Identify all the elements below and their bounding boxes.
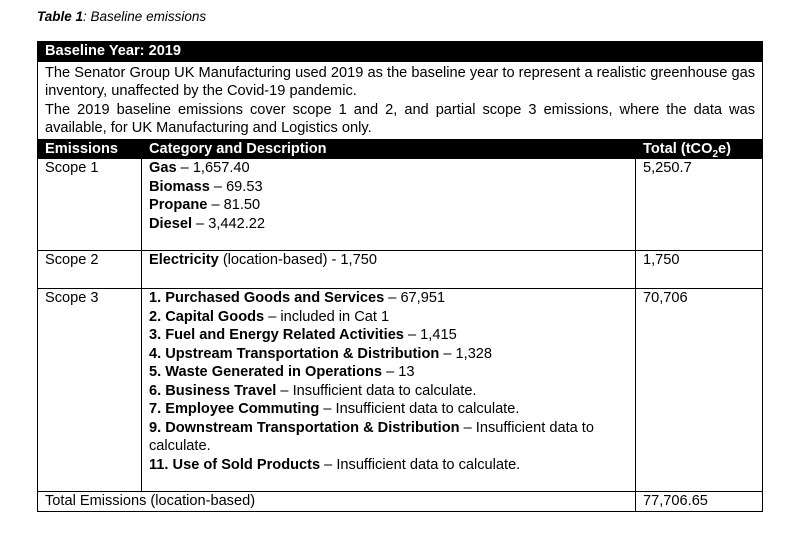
item-value: – included in Cat 1 — [264, 308, 390, 325]
baseline-emissions-table — [37, 41, 763, 512]
scope-3-item-11 — [149, 456, 628, 475]
total-header-subscript: 2 — [712, 148, 719, 160]
scope-1-item-biomass — [149, 178, 628, 197]
item-value: – 13 — [382, 364, 415, 380]
scope-3-item-4 — [149, 345, 628, 364]
scope-3-row — [38, 289, 763, 492]
column-header-total — [636, 139, 763, 159]
item-value: – 1,657.40 — [176, 160, 250, 176]
table-caption — [37, 9, 206, 24]
item-value: – 69.53 — [209, 178, 263, 195]
scope-2-label: Scope 2 — [38, 251, 142, 289]
item-name: 11. Use of Sold Products — [149, 456, 321, 473]
item-value: – 1,415 — [403, 327, 457, 343]
scope-3-item-2 — [149, 308, 628, 327]
item-name: 7. Employee Commuting — [149, 401, 320, 417]
scope-3-item-7 — [149, 400, 628, 419]
item-name: Electricity — [149, 252, 219, 268]
scope-3-item-5 — [149, 363, 628, 382]
scope-3-item-9 — [149, 419, 628, 456]
item-name: 2. Capital Goods — [149, 308, 265, 325]
scope-1-categories — [142, 159, 636, 251]
item-name: 4. Upstream Transportation & Distribution — [149, 345, 440, 362]
item-value: – 81.50 — [207, 197, 261, 213]
scope-3-label: Scope 3 — [38, 289, 142, 492]
item-value: – 1,328 — [439, 345, 493, 362]
item-value: – Insufficient data to calculate. — [149, 419, 594, 454]
scope-1-label: Scope 1 — [38, 159, 142, 251]
scope-3-total: 70,706 — [636, 289, 763, 492]
column-header-category: Category and Description — [142, 139, 636, 159]
baseline-header-row — [38, 42, 763, 62]
table-caption-label: Table 1 — [37, 9, 84, 24]
total-emissions-value: 77,706.65 — [636, 492, 763, 512]
item-value: – 3,442.22 — [192, 215, 266, 232]
scope-2-categories — [142, 251, 636, 289]
item-name: 9. Downstream Transportation & Distribution — [149, 419, 460, 436]
item-value: – Insufficient data to calculate. — [320, 456, 521, 473]
total-emissions-row — [38, 492, 763, 512]
scope-2-total: 1,750 — [636, 251, 763, 289]
item-name: Gas — [149, 160, 177, 176]
scope-2-item-electricity — [149, 251, 628, 270]
column-header-row — [38, 139, 763, 159]
intro-paragraph-2: The 2019 baseline emissions cover scope 1 and 2, and partial scope 3 emissions, where the data was available, for UK Manufacturing and Logistics only. — [45, 101, 755, 136]
item-value: – 67,951 — [384, 290, 446, 306]
scope-3-item-3 — [149, 326, 628, 345]
scope-1-item-diesel — [149, 215, 628, 234]
total-emissions-label: Total Emissions (location-based) — [38, 492, 636, 512]
item-name: Propane — [149, 197, 208, 213]
intro-paragraph-1: The Senator Group UK Manufacturing used 2019 as the baseline year to represent a realistic greenhouse gas inventory, unaffected by the Covid-19 pandemic. — [45, 64, 755, 99]
item-value: (location-based) - 1,750 — [218, 252, 377, 268]
column-header-emissions: Emissions — [38, 139, 142, 159]
item-name: 3. Fuel and Energy Related Activities — [149, 327, 404, 343]
scope-1-item-propane — [149, 196, 628, 215]
total-header-suffix: e) — [718, 140, 731, 157]
baseline-year-header: Baseline Year: 2019 — [38, 42, 763, 62]
item-name: Biomass — [149, 178, 210, 195]
scope-1-row — [38, 159, 763, 251]
item-value: – Insufficient data to calculate. — [276, 382, 477, 399]
item-name: 1. Purchased Goods and Services — [149, 290, 385, 306]
total-header-prefix: Total (tCO — [643, 140, 713, 157]
item-value: – Insufficient data to calculate. — [319, 401, 520, 417]
scope-1-total: 5,250.7 — [636, 159, 763, 251]
table-caption-text: : Baseline emissions — [83, 9, 207, 24]
scope-3-item-6 — [149, 382, 628, 401]
scope-3-categories — [142, 289, 636, 492]
scope-3-item-1 — [149, 289, 628, 308]
baseline-intro-row — [38, 61, 763, 139]
baseline-intro — [38, 61, 763, 139]
item-name: 6. Business Travel — [149, 382, 277, 399]
scope-2-row — [38, 251, 763, 289]
scope-1-item-gas — [149, 159, 628, 178]
item-name: 5. Waste Generated in Operations — [149, 364, 383, 380]
item-name: Diesel — [149, 215, 192, 232]
